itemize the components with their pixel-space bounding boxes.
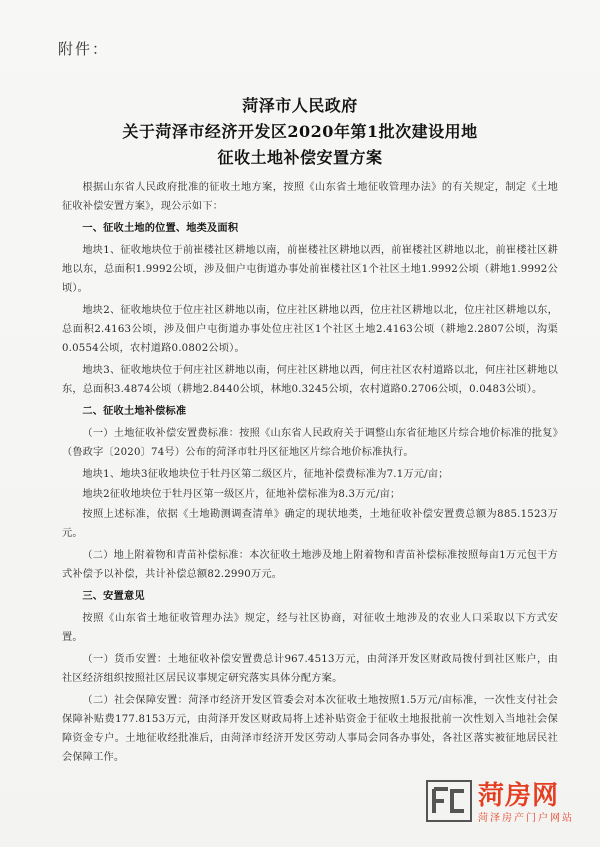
fc-logo-icon (424, 775, 474, 825)
attachment-label: 附件： (58, 40, 110, 58)
parcel-1-paragraph: 地块1、征收地块位于前崔楼社区耕地以南，前崔楼社区耕地以西，前崔楼社区耕地以北，前崔楼社区耕地以东，总面积1.9992公顷，涉及佃户屯街道办事处前崔楼社区1个社区土地1.9992公顷（耕地1.9992公顷）。 (62, 245, 558, 294)
parcel-2-rate-paragraph: 地块2征收地块位于牡丹区第一级区片，征地补偿标准为8.3万元/亩； (82, 489, 401, 500)
section-heading-2: 二、征收土地补偿标准 (82, 405, 187, 417)
watermark-site-tagline: 菏泽房产门户网站 (478, 813, 574, 824)
title-line-2: 关于菏泽市经济开发区2020年第1批次建设用地 (122, 122, 478, 141)
parcel-3-paragraph: 地块3、征收地块位于何庄社区耕地以南，何庄社区耕地以西，何庄社区农村道路以北，何庄社区耕地以东，总面积3.4874公顷（耕地2.8440公顷，林地0.3245公顷，农村道路0.2706公顷，0.0483公顷）。 (62, 365, 558, 395)
intro-paragraph: 根据山东省人民政府批准的征收土地方案，按照《山东省土地征收管理办法》的有关规定，制定《土地征收补偿安置方案》，现公示如下： (62, 182, 558, 212)
social-security-paragraph: （二）社会保障安置：菏泽市经济开发区管委会对本次征收土地按照1.5万元/亩标准，一次性支付社会保障补贴费177.8153万元，由菏泽开发区财政局将上述补贴资金于征收土地报批前一次性划入当地社会保障资金专户。土地征收经批准后，由菏泽市经济开发区劳动人事局会同各办事处，各社区落实被征地居民社会保障工作。 (62, 695, 558, 763)
section-heading-3: 三、安置意见 (82, 590, 145, 602)
watermark-logo (424, 775, 584, 827)
crops-compensation-paragraph: （二）地上附着物和青苗补偿标准：本次征收土地涉及地上附着物和青苗补偿标准按照每亩1万元包干方式补偿予以补偿，共计补偿总额82.2990万元。 (62, 550, 558, 580)
compensation-total-paragraph: 按照上述标准，依据《土地勘测调查清单》确定的现状地类，土地征收补偿安置费总额为885.1523万元。 (62, 509, 558, 539)
watermark-site-name: 菏房网 (478, 781, 560, 811)
parcel-2-paragraph: 地块2、征收地块位于位庄社区耕地以南，位庄社区耕地以西，位庄社区耕地以北，位庄社区耕地以东，总面积2.4163公顷，涉及佃户屯街道办事处位庄社区1个社区土地2.4163公顷（耕地2.2807公顷，沟渠0.0554公顷，农村道路0.0802公顷）。 (62, 305, 558, 354)
document-body (62, 178, 558, 770)
compensation-standard-paragraph: （一）土地征收补偿安置费标准：按照《山东省人民政府关于调整山东省征地区片综合地价标准的批复》（鲁政字〔2020〕74号）公布的菏泽市牡丹区征地区片综合地价标准执行。 (62, 428, 558, 458)
title-line-3: 征收土地补偿安置方案 (217, 148, 383, 167)
title-line-1: 菏泽市人民政府 (242, 96, 358, 115)
resettlement-intro-paragraph: 按照《山东省土地征收管理办法》规定，经与社区协商，对征收土地涉及的农业人口采取以下方式安置。 (62, 613, 558, 643)
monetary-resettlement-paragraph: （一）货币安置：土地征收补偿安置费总计967.4513万元，由菏泽开发区财政局拨付到社区账户，由社区经济组织按照社区居民议事规定研究落实具体分配方案。 (62, 654, 558, 684)
parcel-1-3-rate-paragraph: 地块1、地块3征收地块位于牡丹区第二级区片，征地补偿费标准为7.1万元/亩； (82, 469, 449, 480)
section-heading-1: 一、征收土地的位置、地类及面积 (82, 222, 239, 234)
